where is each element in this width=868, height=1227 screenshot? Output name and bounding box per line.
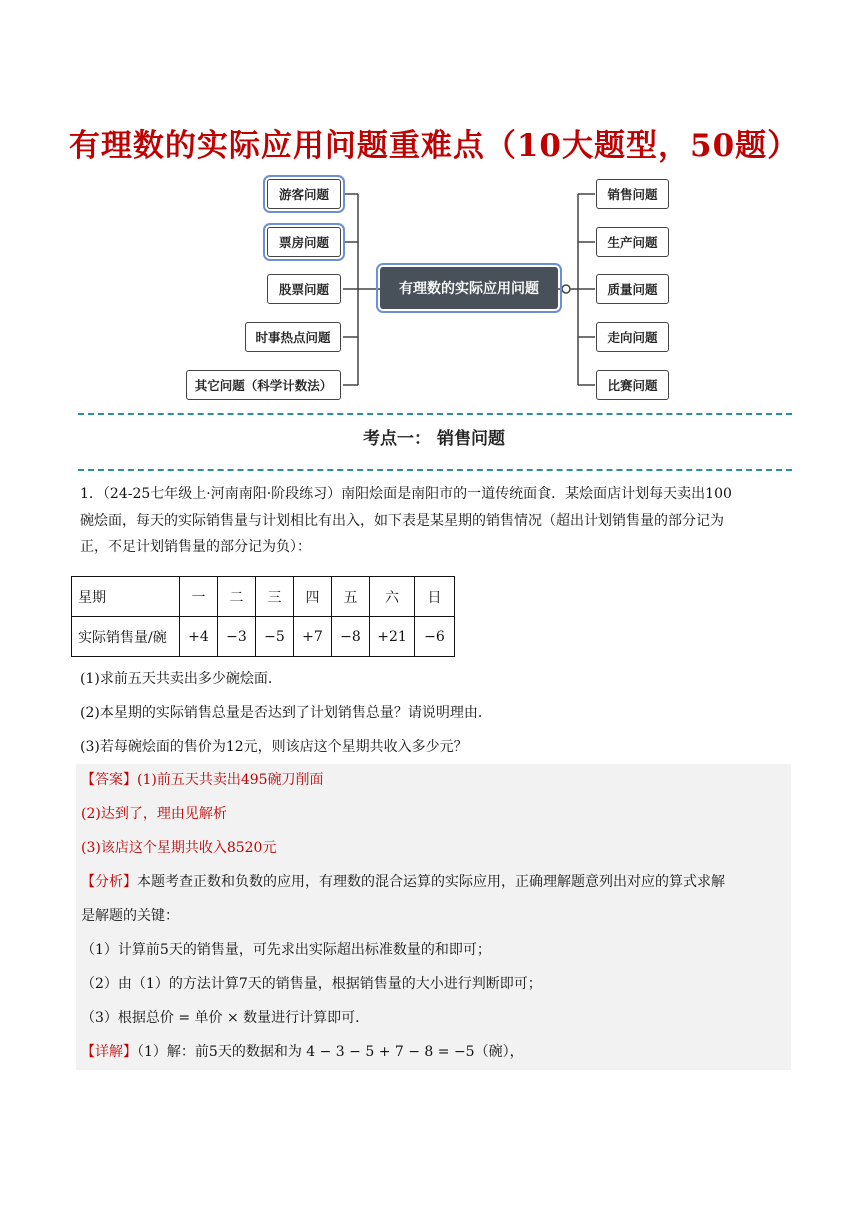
question-stem-line: 1．（24-25七年级上·河南南阳·阶段练习）南阳烩面是南阳市的一道传统面食．某烩面店计划每天卖出100 [80, 486, 732, 502]
mindmap-node-sales: 销售问题 [596, 179, 669, 209]
mindmap-node-current-events: 时事热点问题 [245, 322, 341, 352]
table-cell: 二 [218, 577, 256, 617]
mindmap-center-node: 有理数的实际应用问题 [380, 267, 558, 309]
answer-line-1 [81, 769, 324, 789]
sub-question-1: (1)求前五天共卖出多少碗烩面． [80, 671, 282, 687]
analysis-line-2: 是解题的关键： [81, 908, 179, 924]
table-header-cell: 实际销售量/碗 [72, 617, 180, 657]
table-cell: 三 [256, 577, 294, 617]
table-cell: −6 [415, 617, 455, 657]
mindmap-node-quality: 质量问题 [596, 274, 669, 304]
section-divider-bottom [78, 469, 792, 471]
table-cell: +4 [180, 617, 218, 657]
table-header-cell: 星期 [72, 577, 180, 617]
mindmap-node-direction: 走向问题 [596, 322, 669, 352]
document-title: 有理数的实际应用问题重难点（10大题型，50题） [68, 128, 800, 164]
analysis-step-3: （3）根据总价 = 单价 × 数量进行计算即可． [81, 1010, 370, 1026]
detail-text: （1）解：前5天的数据和为 4 − 3 − 5 + 7 − 8 = −5（碗）， [137, 1044, 524, 1060]
analysis-text: 本题考查正数和负数的应用，有理数的混合运算的实际应用，正确理解题意列出对应的算式求解 [137, 874, 725, 890]
analysis-step-2: （2）由（1）的方法计算7天的销售量，根据销售量的大小进行判断即可； [81, 976, 542, 992]
table-cell: −5 [256, 617, 294, 657]
table-cell: −3 [218, 617, 256, 657]
mindmap-node-tourist: 游客问题 [267, 179, 341, 209]
table-cell: 六 [370, 577, 415, 617]
table-cell: +7 [294, 617, 332, 657]
detail-line [81, 1041, 524, 1061]
mindmap-node-stock: 股票问题 [267, 274, 341, 304]
answer-block [76, 764, 791, 1070]
table-cell: +21 [370, 617, 415, 657]
sales-table [71, 576, 455, 657]
section-divider-top [78, 413, 792, 415]
mindmap-node-other: 其它问题（科学计数法） [186, 370, 341, 400]
question-stem [80, 481, 792, 561]
table-cell: 日 [415, 577, 455, 617]
table-cell: −8 [332, 617, 370, 657]
answer-1: (1)前五天共卖出495碗刀削面 [137, 772, 324, 788]
answer-tag: 【答案】 [81, 772, 137, 788]
mindmap-node-competition: 比赛问题 [596, 370, 669, 400]
table-cell: 五 [332, 577, 370, 617]
table-row [72, 577, 455, 617]
sub-question-3: (3)若每碗烩面的售价为12元，则该店这个星期共收入多少元？ [80, 739, 468, 755]
question-stem-line: 碗烩面，每天的实际销售量与计划相比有出入，如下表是某星期的销售情况（超出计划销售量的部分记为 [80, 512, 724, 529]
table-cell: 一 [180, 577, 218, 617]
section-heading: 考点一： 销售问题 [363, 429, 505, 449]
analysis-step-1: （1）计算前5天的销售量，可先求出实际超出标准数量的和即可； [81, 942, 491, 958]
table-cell: 四 [294, 577, 332, 617]
question-stem-line: 正，不足计划销售量的部分记为负）： [80, 539, 311, 555]
answer-3: (3)该店这个星期共收入8520元 [81, 840, 277, 856]
analysis-line-1 [81, 871, 725, 891]
mindmap-node-production: 生产问题 [596, 227, 669, 257]
analysis-tag: 【分析】 [81, 874, 137, 890]
table-row [72, 617, 455, 657]
detail-tag: 【详解】 [81, 1044, 137, 1060]
sub-question-2: (2)本星期的实际销售总量是否达到了计划销售总量？请说明理由． [80, 705, 492, 721]
answer-2: (2)达到了，理由见解析 [81, 806, 227, 822]
mindmap-node-boxoffice: 票房问题 [267, 227, 341, 257]
mindmap-connectors [0, 0, 868, 420]
